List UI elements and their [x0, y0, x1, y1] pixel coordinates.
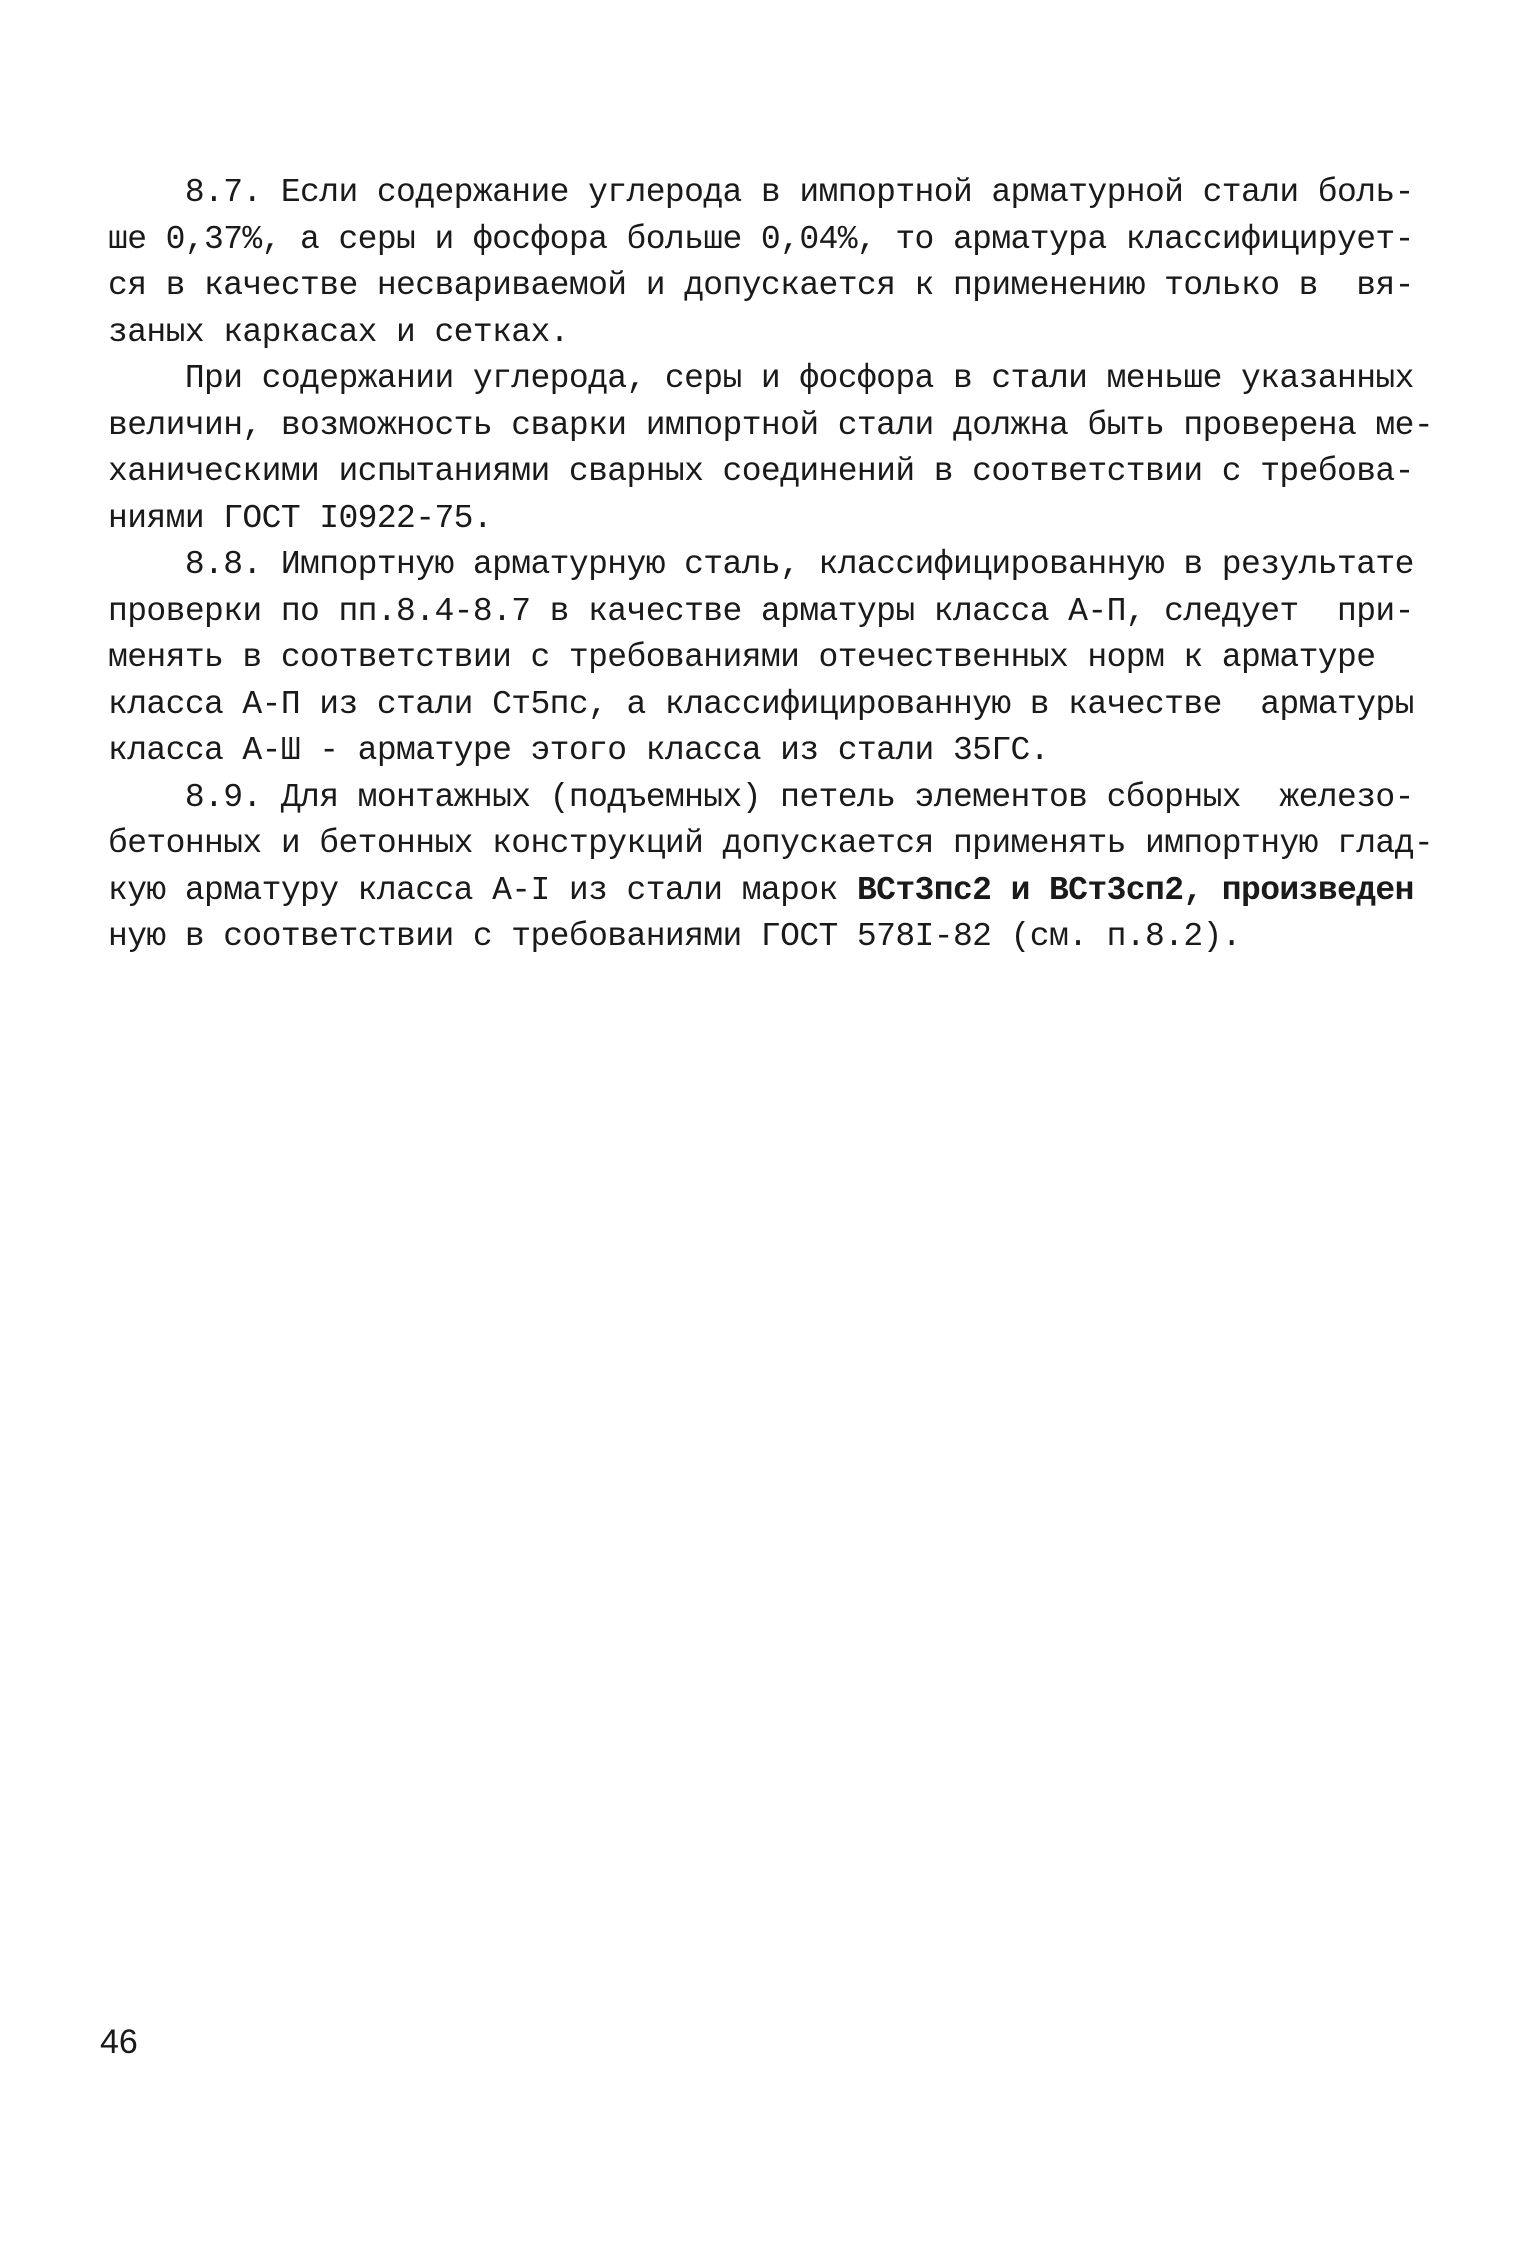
text-line-6: величин, возможность сварки импортной стали должна быть проверена ме-: [108, 406, 1434, 444]
text-line-17: ную в соответствии с требованиями ГОСТ 578I-82 (см. п.8.2).: [108, 918, 1241, 955]
text-line-5: При содержании углерода, серы и фосфора в стали меньше указанных: [108, 360, 1414, 397]
text-line-7: ханическими испытаниями сварных соединений в соответствии с требова-: [108, 453, 1414, 490]
text-line-9: 8.8. Импортную арматурную сталь, классифицированную в результате: [108, 546, 1414, 583]
text-line-14: 8.9. Для монтажных (подъемных) петель элементов сборных железо-: [108, 778, 1414, 816]
text-line-12: класса А-П из стали Ст5пс, а классифицированную в качестве арматуры: [108, 685, 1414, 723]
text-line-13: класса А-Ш - арматуре этого класса из стали 35ГС.: [108, 732, 1049, 769]
text-line-16-bold: ВСт3пс2 и ВСт3сп2, произведен: [856, 871, 1414, 909]
body-text: [108, 170, 1434, 961]
text-line-4: заных каркасах и сетках.: [108, 313, 569, 351]
text-line-8: ниями ГОСТ I0922-75.: [108, 499, 493, 537]
page-number: 46: [100, 2023, 138, 2061]
text-line-11: менять в соответствии с требованиями отечественных норм к арматуре: [108, 639, 1376, 676]
text-line-10: проверки по пп.8.4-8.7 в качестве арматуры класса А-П, следует при-: [108, 592, 1414, 630]
text-line-16: [108, 868, 1428, 915]
text-line-1: 8.7. Если содержание углерода в импортной арматурной стали боль-: [108, 174, 1414, 211]
text-line-3: ся в качестве несвариваемой и допускается к применению только в вя-: [108, 267, 1414, 304]
text-line-15: бетонных и бетонных конструкций допускается применять импортную глад-: [108, 825, 1434, 862]
text-line-16-start: кую арматуру класса А-I из стали марок: [108, 871, 857, 909]
text-line-2: ше 0,37%, а серы и фосфора больше 0,04%, то арматура классифицирует-: [108, 220, 1414, 258]
